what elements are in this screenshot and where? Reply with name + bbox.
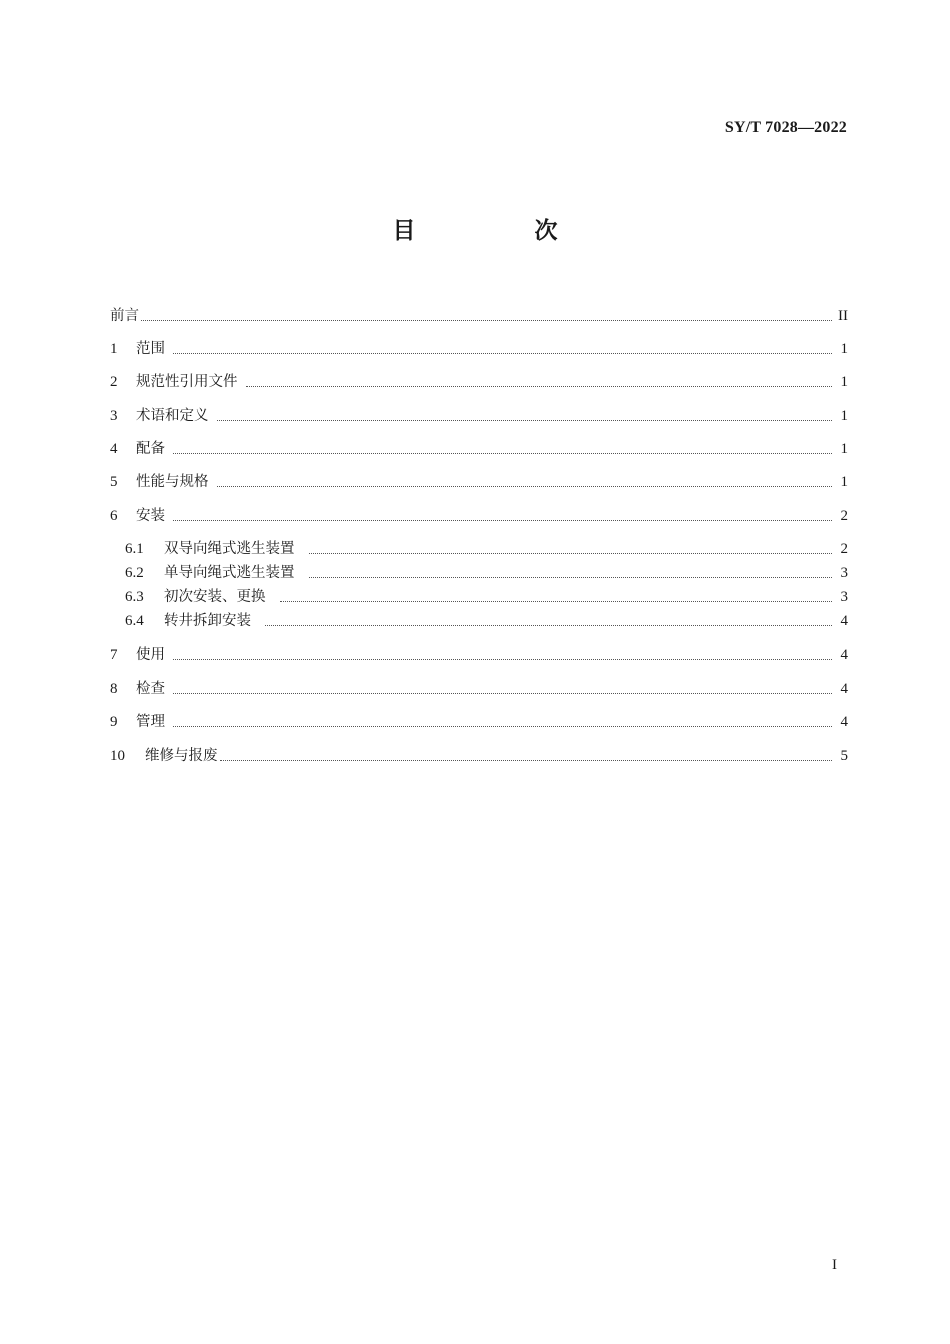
dot-leader xyxy=(141,319,832,321)
toc-entry-label: 术语和定义 xyxy=(136,408,209,424)
standard-code: SY/T 7028—2022 xyxy=(724,119,847,136)
toc-entry-label: 检查 xyxy=(136,681,165,697)
toc-entry-number: 9 xyxy=(110,714,118,730)
toc-entry-label: 前言 xyxy=(110,308,139,324)
toc-entry-number: 8 xyxy=(110,681,118,697)
toc-entry-page: 4 xyxy=(840,647,848,663)
dot-leader xyxy=(265,624,832,626)
toc-entry-6-2[interactable] xyxy=(125,563,848,583)
toc-entry-number: 6.4 xyxy=(125,613,144,629)
toc-entry-2[interactable] xyxy=(110,372,848,392)
dot-leader xyxy=(173,725,832,727)
toc-entry-page: 5 xyxy=(840,748,848,764)
toc-entry-number: 7 xyxy=(110,647,118,663)
toc-entry-number: 6.2 xyxy=(125,565,144,581)
dot-leader xyxy=(173,692,832,694)
toc-entry-page: 3 xyxy=(840,565,848,581)
toc-entry-page: 3 xyxy=(840,589,848,605)
dot-leader xyxy=(173,352,832,354)
toc-entry-4[interactable] xyxy=(110,439,848,459)
dot-leader xyxy=(217,419,833,421)
dot-leader xyxy=(173,452,832,454)
toc-entry-number: 6 xyxy=(110,508,118,524)
toc-entry-label: 规范性引用文件 xyxy=(136,374,238,390)
dot-leader xyxy=(173,658,832,660)
toc-entry-label: 性能与规格 xyxy=(136,474,209,490)
toc-entry-number: 4 xyxy=(110,441,118,457)
toc-entry-page: 4 xyxy=(840,714,848,730)
toc-entry-page: 1 xyxy=(840,441,848,457)
toc-entry-page: II xyxy=(838,308,848,324)
dot-leader xyxy=(217,485,833,487)
toc-entry-page: 1 xyxy=(840,374,848,390)
toc-entry-label: 安装 xyxy=(136,508,165,524)
toc-entry-page: 4 xyxy=(840,681,848,697)
toc-entry-page: 1 xyxy=(840,341,848,357)
toc-entry-page: 1 xyxy=(840,474,848,490)
toc-entry-number: 2 xyxy=(110,374,118,390)
toc-entry-label: 维修与报废 xyxy=(145,748,218,764)
page-number: I xyxy=(832,1257,837,1273)
toc-entry-label: 范围 xyxy=(136,341,165,357)
toc-entry-number: 6.3 xyxy=(125,589,144,605)
toc-entry-8[interactable] xyxy=(110,679,848,699)
dot-leader xyxy=(309,552,833,554)
dot-leader xyxy=(220,759,833,761)
toc-entry-6[interactable] xyxy=(110,506,848,526)
toc-entry-9[interactable] xyxy=(110,712,848,732)
toc-entry-number: 5 xyxy=(110,474,118,490)
dot-leader xyxy=(173,519,832,521)
toc-entry-number: 10 xyxy=(110,748,125,764)
toc-entry-page: 4 xyxy=(840,613,848,629)
toc-entry-3[interactable] xyxy=(110,406,848,426)
toc-title: 目 次 xyxy=(392,218,606,244)
toc-entry-5[interactable] xyxy=(110,472,848,492)
toc-entry-number: 1 xyxy=(110,341,118,357)
toc-entry-number: 6.1 xyxy=(125,541,144,557)
toc-entry-label: 初次安装、更换 xyxy=(164,589,266,605)
toc-entry-page: 1 xyxy=(840,408,848,424)
toc-entry-6-4[interactable] xyxy=(125,611,848,631)
toc-entry-page: 2 xyxy=(840,541,848,557)
toc-entry-page: 2 xyxy=(840,508,848,524)
toc-entry-6-1[interactable] xyxy=(125,539,848,559)
dot-leader xyxy=(309,576,833,578)
toc-entry-7[interactable] xyxy=(110,645,848,665)
dot-leader xyxy=(280,600,833,602)
dot-leader xyxy=(246,385,833,387)
toc-entry-label: 使用 xyxy=(136,647,165,663)
toc-entry-label: 转井拆卸安装 xyxy=(164,613,251,629)
toc-entry-number: 3 xyxy=(110,408,118,424)
toc-entry-label: 双导向绳式逃生装置 xyxy=(164,541,295,557)
toc-entry-10[interactable] xyxy=(110,746,848,766)
toc-entry-label: 管理 xyxy=(136,714,165,730)
toc-entry-6-3[interactable] xyxy=(125,587,848,607)
toc-entry-label: 单导向绳式逃生装置 xyxy=(164,565,295,581)
toc-entry-label: 配备 xyxy=(136,441,165,457)
toc-entry-foreword[interactable] xyxy=(110,306,848,326)
toc-entry-1[interactable] xyxy=(110,339,848,359)
